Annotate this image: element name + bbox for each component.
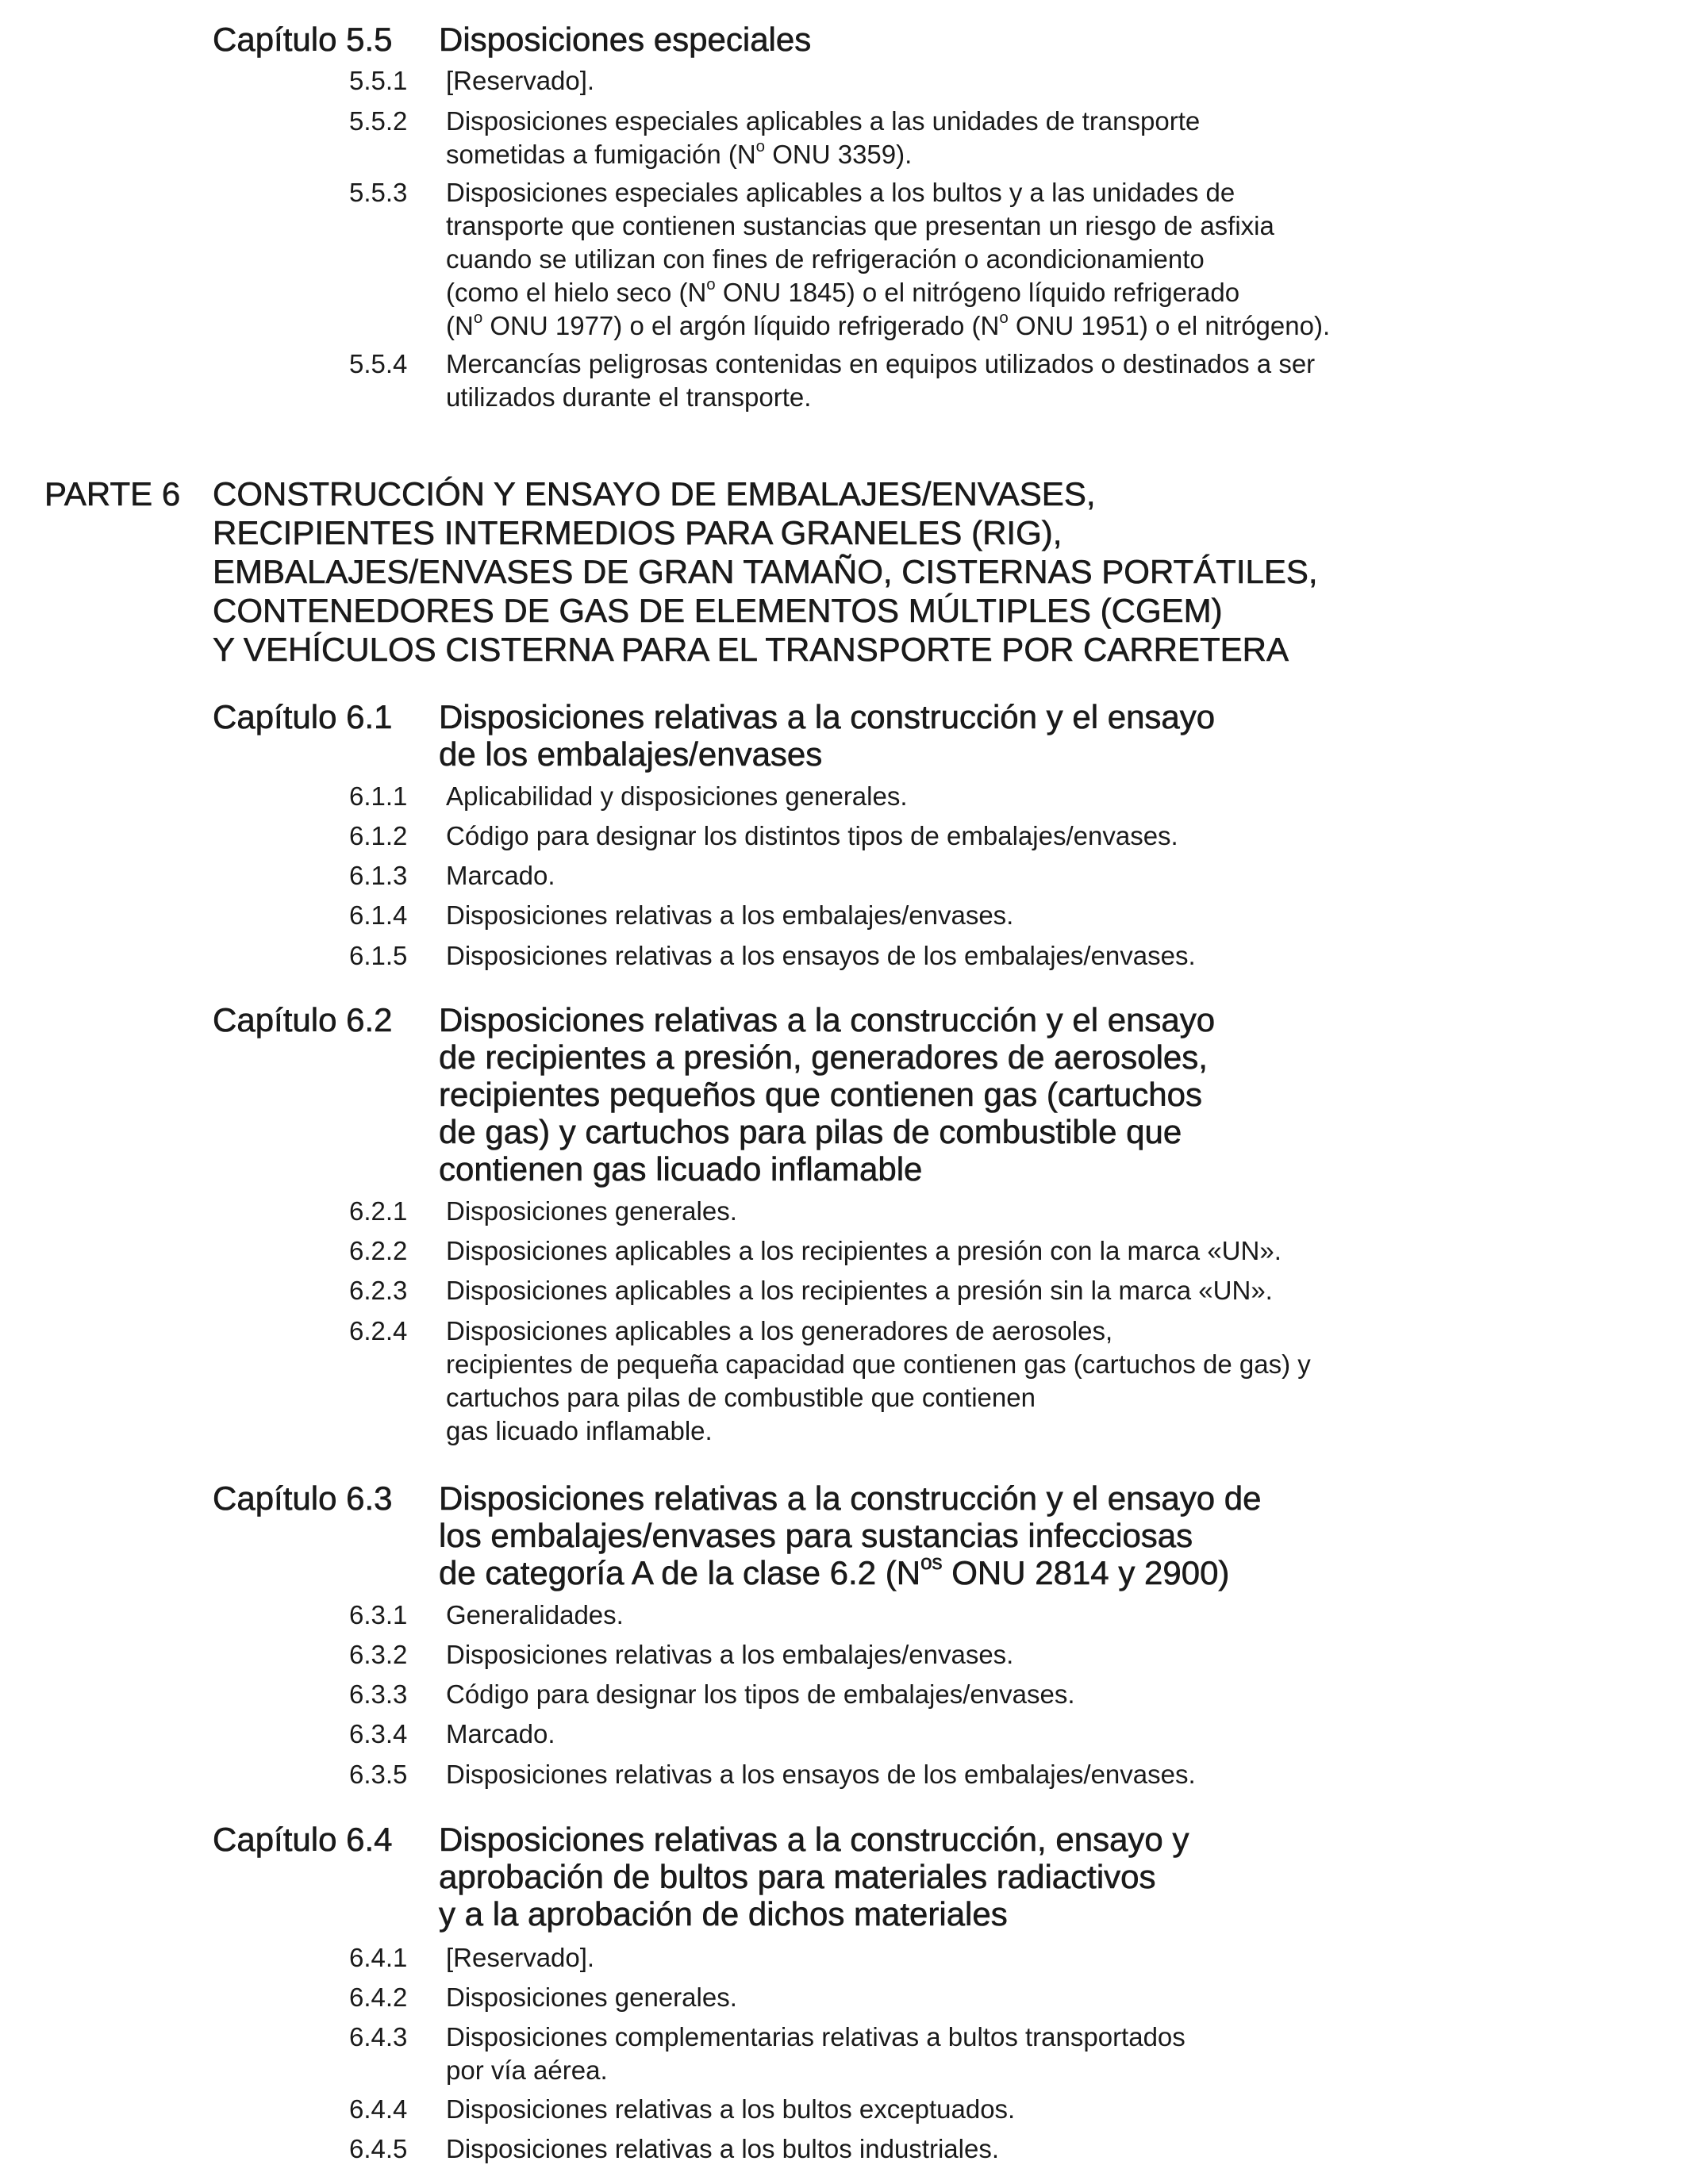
section-number: 6.2.3 xyxy=(349,1276,408,1305)
section-text: Disposiciones relativas a los bultos exceptuados. xyxy=(446,2094,1016,2124)
chapter-label: Capítulo 6.2 xyxy=(213,1001,393,1038)
section-text: Disposiciones especiales aplicables a las unidades de transporte sometidas a fumigación ($N^o$ ONU 3359). xyxy=(446,106,1201,169)
section-text: Disposiciones aplicables a los recipientes a presión sin la marca «UN». xyxy=(446,1276,1273,1305)
section-number: 5.5.1 xyxy=(349,66,408,95)
section-number: 6.2.1 xyxy=(349,1196,408,1226)
section-text: Disposiciones relativas a los embalajes/envases. xyxy=(446,900,1014,930)
section-number: 6.3.1 xyxy=(349,1600,408,1629)
chapter-label: Capítulo 6.3 xyxy=(213,1480,393,1517)
chapter-title: Disposiciones relativas a la construcción y el ensayo de los embalajes/envases para sustancias infecciosas de categoría A de la clase 6.2 ($N^{os}$ ONU 2814 y 2900) xyxy=(439,1480,1262,1591)
section-text: Disposiciones aplicables a los recipientes a presión con la marca «UN». xyxy=(446,1236,1282,1265)
section-number: 6.1.3 xyxy=(349,861,408,890)
chapter-label: Capítulo 6.4 xyxy=(213,1821,393,1858)
section-text: Marcado. xyxy=(446,1719,555,1748)
section-number: 6.3.2 xyxy=(349,1640,408,1669)
section-number: 5.5.3 xyxy=(349,178,408,207)
section-number: 6.4.3 xyxy=(349,2022,408,2052)
section-text: [Reservado]. xyxy=(446,66,595,95)
section-text: Disposiciones generales. xyxy=(446,1196,737,1226)
section-number: 6.1.4 xyxy=(349,900,408,930)
section-text: Disposiciones relativas a los ensayos de los embalajes/envases. xyxy=(446,941,1196,970)
section-number: 6.2.4 xyxy=(349,1316,408,1345)
section-text: Disposiciones relativas a los bultos industriales. xyxy=(446,2134,999,2163)
section-text: Código para designar los tipos de embalajes/envases. xyxy=(446,1679,1075,1709)
chapter-title: Disposiciones relativas a la construcción y el ensayo de recipientes a presión, generadores de aerosoles, recipientes pequeños que contienen gas (cartuchos de gas) y cartuchos para pilas de combustible que contienen gas licuado inflamable xyxy=(439,1001,1216,1188)
section-number: 6.4.1 xyxy=(349,1943,408,1972)
section-number: 6.1.1 xyxy=(349,781,408,811)
part-label: PARTE 6 xyxy=(44,475,181,512)
section-text: Disposiciones relativas a los embalajes/envases. xyxy=(446,1640,1014,1669)
section-number: 6.3.3 xyxy=(349,1679,408,1709)
section-text: Marcado. xyxy=(446,861,555,890)
section-text: Disposiciones relativas a los ensayos de los embalajes/envases. xyxy=(446,1760,1196,1789)
section-number: 6.3.4 xyxy=(349,1719,408,1748)
section-number: 6.4.2 xyxy=(349,1982,408,2012)
chapter-title: Disposiciones relativas a la construcción y el ensayo de los embalajes/envases xyxy=(439,698,1216,773)
section-number: 6.4.5 xyxy=(349,2134,408,2163)
section-text: Código para designar los distintos tipos de embalajes/envases. xyxy=(446,821,1178,850)
section-text: Disposiciones especiales aplicables a los bultos y a las unidades de transporte que contienen sustancias que presentan un riesgo de asfixia cuando se utilizan con fines de refrigeración o acondicionamiento (como el hielo seco ($N^o$ ONU 1845) o el nitrógeno líquido refrigerado ($N^o$ ONU 1977) o el argón líquido refrigerado ($N^o$ ONU 1951) o el nitrógeno). xyxy=(446,178,1331,340)
section-number: 5.5.2 xyxy=(349,106,408,136)
section-number: 6.2.2 xyxy=(349,1236,408,1265)
section-number: 5.5.4 xyxy=(349,349,408,378)
section-number: 6.4.4 xyxy=(349,2094,408,2124)
section-text: Aplicabilidad y disposiciones generales. xyxy=(446,781,908,811)
chapter-title: Disposiciones especiales xyxy=(439,21,812,58)
section-number: 6.3.5 xyxy=(349,1760,408,1789)
section-number: 6.1.5 xyxy=(349,941,408,970)
section-text: Generalidades. xyxy=(446,1600,624,1629)
part-title: CONSTRUCCIÓN Y ENSAYO DE EMBALAJES/ENVASES, RECIPIENTES INTERMEDIOS PARA GRANELES (RIG), EMBALAJES/ENVASES DE GRAN TAMAÑO, CISTERNAS PORTÁTILES, CONTENEDORES DE GAS DE ELEMENTOS MÚLTIPLES (CGEM) Y VEHÍCULOS CISTERNA PARA EL TRANSPORTE POR CARRETERA xyxy=(213,475,1318,668)
chapter-label: Capítulo 5.5 xyxy=(213,21,393,58)
section-text: Disposiciones aplicables a los generadores de aerosoles, recipientes de pequeña capacidad que contienen gas (cartuchos de gas) y cartuchos para pilas de combustible que contienen gas licuado inflamable. xyxy=(446,1316,1311,1445)
section-text: Mercancías peligrosas contenidas en equipos utilizados o destinados a ser utilizados durante el transporte. xyxy=(446,349,1316,412)
chapter-label: Capítulo 6.1 xyxy=(213,698,393,735)
section-number: 6.1.2 xyxy=(349,821,408,850)
section-text: Disposiciones generales. xyxy=(446,1982,737,2012)
section-text: [Reservado]. xyxy=(446,1943,595,1972)
section-text: Disposiciones complementarias relativas a bultos transportados por vía aérea. xyxy=(446,2022,1186,2085)
chapter-title: Disposiciones relativas a la construcción, ensayo y aprobación de bultos para materiales radiactivos y a la aprobación de dichos materiales xyxy=(439,1821,1189,1933)
